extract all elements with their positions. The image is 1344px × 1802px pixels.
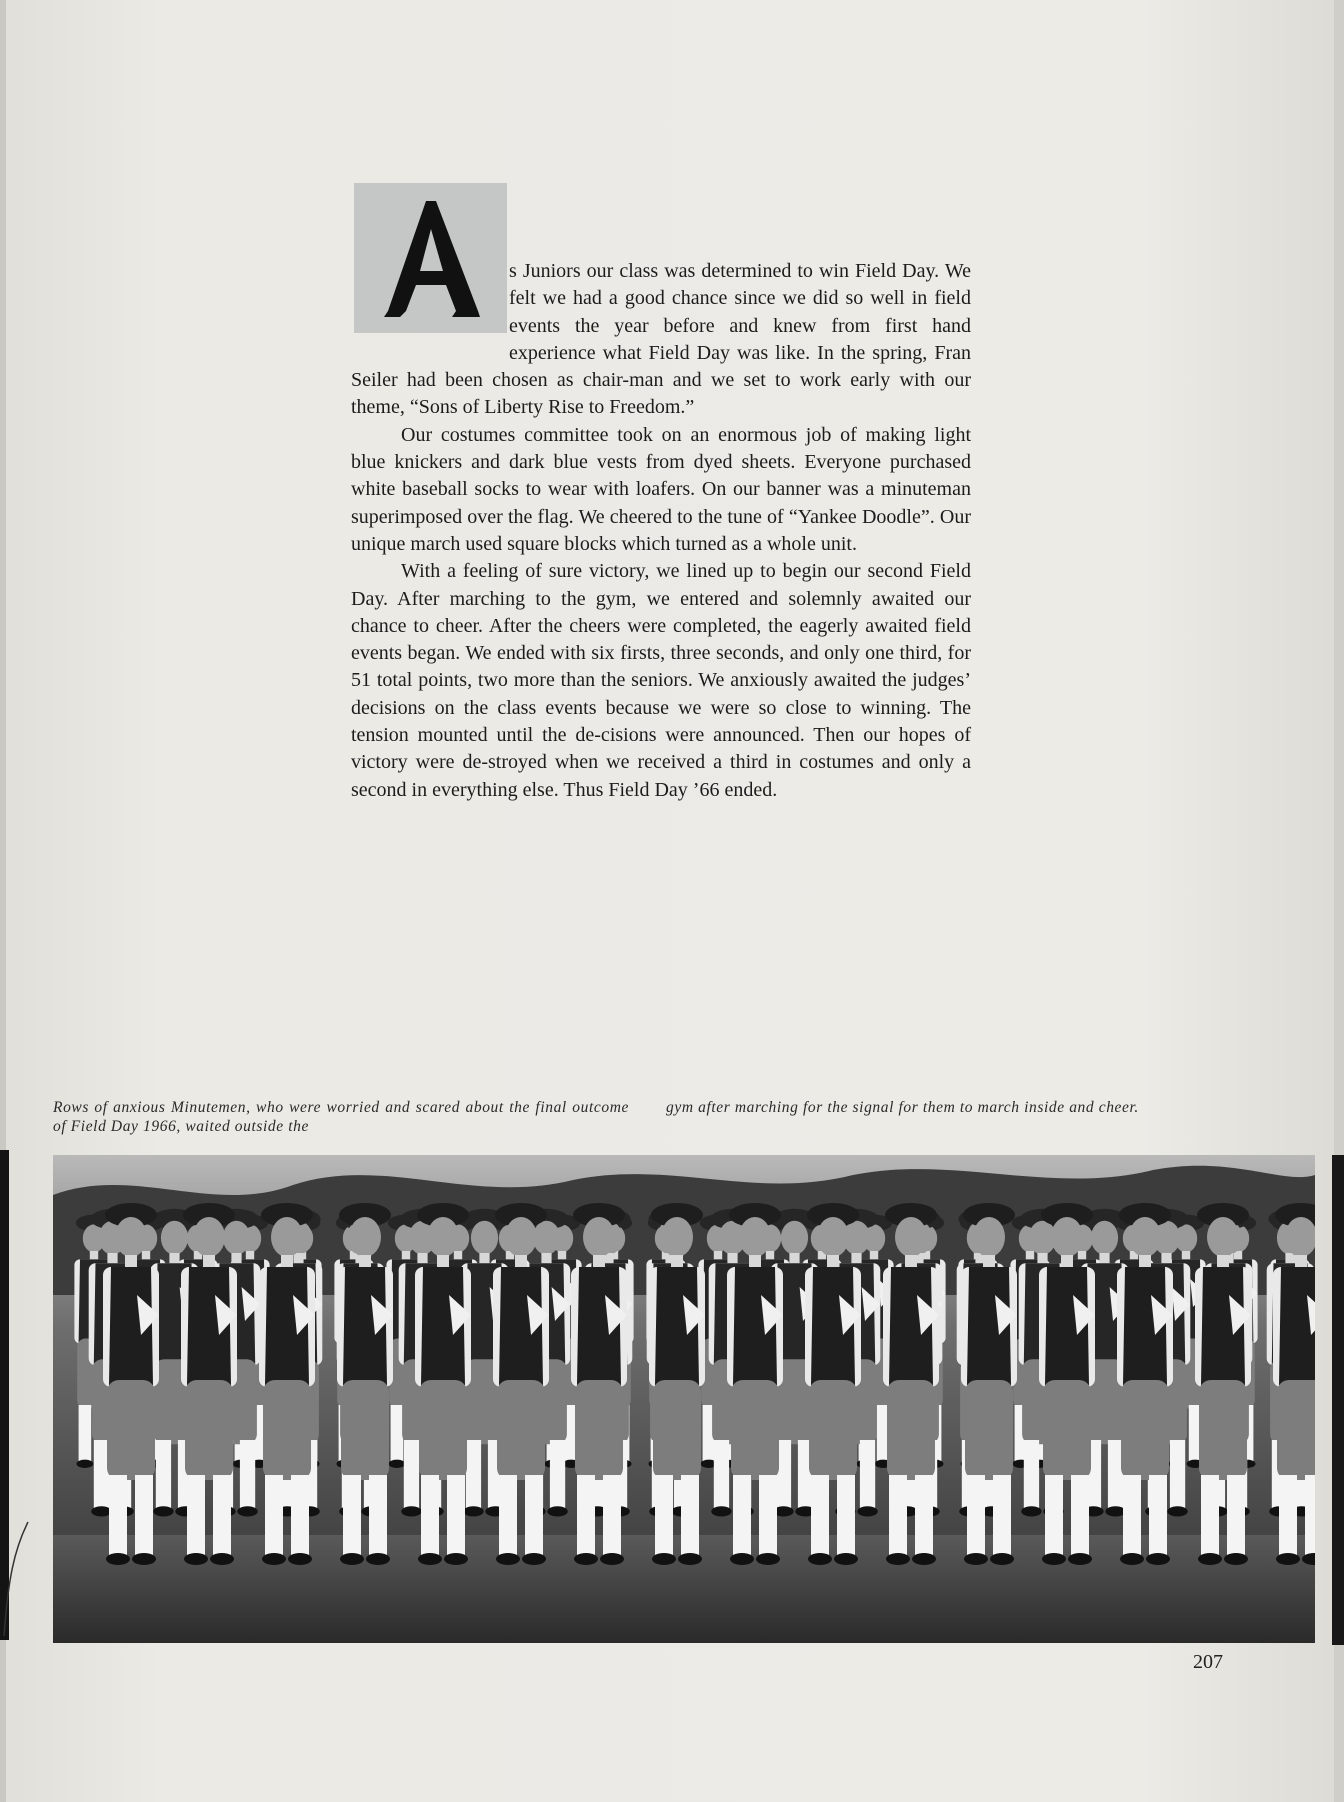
binding-shadow-right: [1332, 1155, 1344, 1645]
page-number: 207: [1193, 1651, 1223, 1673]
article-body: [351, 258, 971, 804]
minutemen-photo-illustration: [53, 1155, 1315, 1643]
photo-caption-left: Rows of anxious Minutemen, who were worried and scared about the final outcome of Field Day 1966, waited outside the: [53, 1099, 629, 1135]
paragraph-costumes: Our costumes committee took on an enormous job of making light blue knickers and dark blue vests from dyed sheets. Everyone purchased white baseball socks to wear with loafers. On our banner was a minuteman superimposed over the flag. We cheered to the tune of “Yankee Doodle”. Our unique march used square blocks which turned as a whole unit.: [351, 423, 971, 555]
minutemen-photo: [53, 1155, 1315, 1643]
paragraph-field-day: With a feeling of sure victory, we lined up to begin our second Field Day. After marching to the gym, we entered and solemnly awaited our chance to cheer. After the cheers were completed, the eagerly awaited field events began. We ended with six firsts, three seconds, and only one third, for 51 total points, two more than the seniors. We anxiously awaited the judges’ decisions on the class events because we were so close to winning. The tension mounted until the de-cisions were announced. Then our hopes of victory were de-stroyed when we received a third in costumes and only a second in everything else. Thus Field Day ’66 ended.: [351, 560, 971, 801]
lead-paragraph: s Juniors our class was determined to win Field Day. We felt we had a good chance since we did so well in field events the year before and knew from first hand experience what Field Day was like. In the spring, Fran Seiler had been chosen as chair-man and we set to work early with our theme, “Sons of Liberty Rise to Freedom.”: [351, 260, 971, 419]
photo-caption-right: gym after marching for the signal for them to march inside and cheer.: [666, 1099, 1139, 1116]
pen-mark: [0, 1520, 30, 1640]
